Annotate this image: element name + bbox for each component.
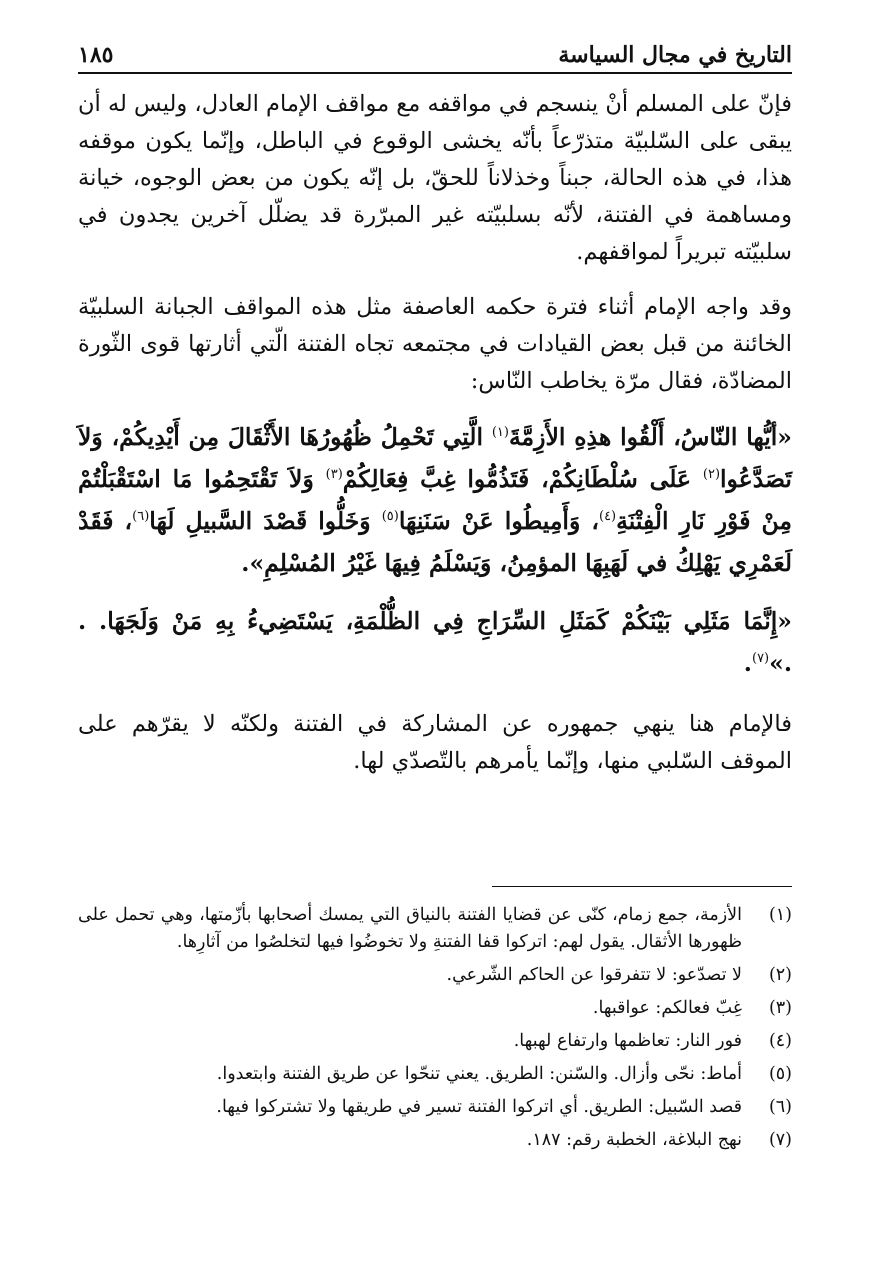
footnote-number: (٣) <box>768 998 792 1018</box>
quote-sermon <box>78 416 792 584</box>
footnote-number: (٧) <box>768 1130 792 1150</box>
footnote-text: فور النار: تعاظمها وارتفاع لهبها. <box>513 1031 742 1051</box>
quote-lamp <box>78 600 792 684</box>
footnotes <box>78 902 792 1160</box>
footnote-ref-7: (٧) <box>751 651 770 667</box>
footnote-text: الأزمة، جمع زمام، كنّى عن قضايا الفتنة بالنياق التي يمسك أصحابها بأزّمتها، وهي تحمل على ظهورها الأثقال. يقول لهم: اتركوا قفا الفتنةِ ولا تخوضُوا فيها لتخلصُوا من آثارِها. <box>78 905 742 952</box>
footnote-item <box>78 1061 792 1088</box>
footnote-ref-1: (١) <box>491 425 509 441</box>
footnote-item <box>78 1094 792 1121</box>
footnote-text: لا تصدّعو: لا تتفرقوا عن الحاكم الشّرعي. <box>446 965 742 985</box>
quote-1-part-7: ، فَقَدْ لَعَمْرِي يَهْلِكُ في لَهَبِهَا المؤمِنُ، وَيَسْلَمُ فِيهَا غَيْرُ المُسْلِمِ». <box>78 507 792 577</box>
quote-2-part-1: «إِنَّمَا مَثَلِي بَيْنَكُمْ كَمَثَلِ السِّرَاجِ فِي الظُّلْمَةِ، يَسْتَضِيءُ بِهِ مَنْ وَلَجَهَا. . .» <box>78 607 792 677</box>
paragraph-1: فإنّ على المسلم أنْ ينسجم في مواقفه مع مواقف الإمام العادل، وليس له أن يبقى على السّلبيّة متذرّعاً بأنّه يخشى الوقوع في الباطل، وإنّما يكون موقفه هذا، في هذه الحالة، جبناً وخذلاناً للحقّ، بل إنّه يكون من بعض الوجوه، خيانة ومساهمة في الفتنة، لأنّه بسلبيّته غير المبرّرة قد يضلّل آخرين يجدون في سلبيّته تبريراً لمواقفهم. <box>78 91 792 265</box>
footnote-item <box>78 1028 792 1055</box>
quote-1-part-5: ، وَأَمِيطُوا عَنْ سَنَنِهَا <box>398 507 599 535</box>
footnote-text: غِبّ فعالكم: عواقبها. <box>592 998 742 1018</box>
paragraph-3: فالإمام هنا ينهي جمهوره عن المشاركة في الفتنة ولكنّه لا يقرّهم على الموقف السّلبي منها، وإنّما يأمرهم بالتّصدّي لها. <box>78 711 792 774</box>
paragraph-2: وقد واجه الإمام أثناء فترة حكمه العاصفة مثل هذه المواقف الجبانة السلبيّة الخائنة من قبل بعض القيادات في مجتمعه تجاه الفتنة الّتي أثارتها قوى الثّورة المضادّة، فقال مرّة يخاطب النّاس: <box>78 294 792 394</box>
footnote-ref-3: (٣) <box>325 467 343 483</box>
footnote-number: (٥) <box>768 1064 792 1084</box>
main-text <box>78 86 792 780</box>
footnote-item <box>78 962 792 989</box>
quote-2-part-2: . <box>743 649 752 677</box>
footnote-item <box>78 1127 792 1154</box>
footnote-rule <box>492 886 792 887</box>
footnote-ref-5: (٥) <box>381 509 399 525</box>
running-title: التاريخ في مجال السياسة <box>558 42 792 68</box>
footnote-number: (٦) <box>768 1097 792 1117</box>
footnote-text: قصد السّبيل: الطريق. أي اتركوا الفتنة تسير في طريقها ولا تشتركوا فيها. <box>216 1097 742 1117</box>
footnote-ref-4: (٤) <box>598 509 617 525</box>
footnote-text: أماط: نحّى وأزال. والسّنن: الطريق. يعني تنحّوا عن طريق الفتنة وابتعدوا. <box>216 1064 742 1084</box>
quote-1-part-1: «أيُّها النّاسُ، أَلْقُوا هذِهِ الأَزِمَّةَ <box>508 423 792 451</box>
footnote-number: (١) <box>768 905 792 925</box>
footnote-item <box>78 995 792 1022</box>
footnote-item <box>78 902 792 956</box>
footnote-number: (٤) <box>768 1031 792 1051</box>
quote-1-part-6: وَخَلُّوا قَصْدَ السَّبيلِ لَهَا <box>149 507 382 535</box>
footnote-text: نهج البلاغة، الخطبة رقم: ١٨٧. <box>526 1130 742 1150</box>
quote-1-part-2: الَّتِي تَحْمِلُ ظُهُورُهَا الأَثْقَالَ مِن أَيْدِيكُمْ، وَلاَ تَصَدَّعُوا <box>78 423 792 493</box>
page-header <box>78 32 792 68</box>
quote-1-part-3: عَلَى سُلْطَانِكُمْ، فَتَذُمُّوا غِبَّ فِعَالِكُمْ <box>342 465 703 493</box>
footnote-number: (٢) <box>768 965 792 985</box>
page-number: ١٨٥ <box>78 42 114 68</box>
footnote-ref-6: (٦) <box>132 509 150 525</box>
header-rule <box>78 72 792 74</box>
footnote-ref-2: (٢) <box>702 467 721 483</box>
quote-1-part-4: وَلاَ تَقْتَحِمُوا مَا اسْتَقْبَلْتُمْ مِنْ فَوْرِ نَارِ الْفِتْنَةِ <box>78 465 792 535</box>
